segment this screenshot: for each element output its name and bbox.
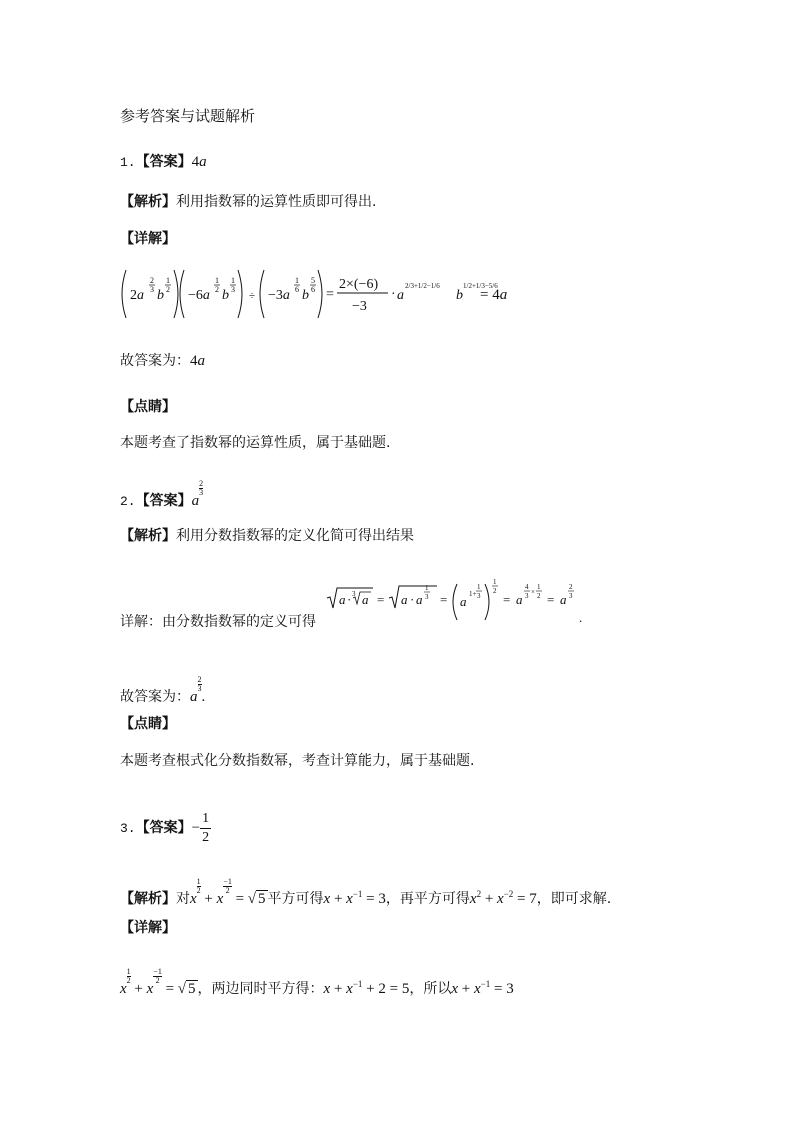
svg-text:1: 1 bbox=[231, 276, 235, 285]
q2-number: 2. bbox=[120, 494, 136, 509]
svg-text:=: = bbox=[377, 592, 385, 607]
svg-text:6: 6 bbox=[295, 285, 299, 294]
q3-analysis-end: ，即可求解. bbox=[536, 891, 612, 907]
svg-text:b: b bbox=[157, 288, 164, 303]
svg-text:3: 3 bbox=[231, 285, 235, 294]
svg-text:3: 3 bbox=[525, 592, 529, 600]
q3-analysis-tag: 【解析】 bbox=[120, 891, 176, 907]
svg-text:÷: ÷ bbox=[249, 290, 256, 302]
q3-answer-tag: 【答案】 bbox=[135, 819, 192, 836]
q2-answer-line bbox=[120, 480, 203, 511]
svg-text:6: 6 bbox=[311, 285, 315, 294]
svg-text:b: b bbox=[456, 288, 463, 303]
svg-text:−3a: −3a bbox=[268, 288, 290, 303]
svg-text:1: 1 bbox=[477, 583, 481, 591]
svg-text:1: 1 bbox=[215, 276, 219, 285]
svg-text:3: 3 bbox=[477, 592, 481, 600]
svg-text:2: 2 bbox=[537, 592, 541, 600]
svg-text:=: = bbox=[440, 592, 448, 607]
q3-detail-eq1: x $\frac{1}{2}$ + x $\frac{-1}{2}$ = √ 5 bbox=[120, 967, 196, 997]
q1-answer-tag: 【答案】 bbox=[135, 154, 192, 170]
svg-text:2: 2 bbox=[493, 587, 497, 595]
q2-final-prefix: 故答案为： bbox=[120, 689, 190, 705]
svg-text:=: = bbox=[326, 287, 334, 302]
q3-answer-line bbox=[120, 810, 211, 847]
q2-comment-tag: 【点睛】 bbox=[120, 716, 176, 732]
q1-analysis-tag: 【解析】 bbox=[120, 194, 176, 210]
svg-text:.: . bbox=[579, 610, 583, 625]
svg-text:2×(−6): 2×(−6) bbox=[339, 277, 379, 292]
q1-number: 1. bbox=[120, 155, 136, 170]
svg-text:−3: −3 bbox=[352, 299, 367, 314]
svg-text:a: a bbox=[339, 592, 346, 607]
q2-final-line bbox=[120, 676, 205, 706]
svg-text:2: 2 bbox=[569, 583, 573, 591]
svg-text:1: 1 bbox=[537, 583, 541, 591]
q3-analysis-mid2: ，再平方可得 bbox=[385, 891, 470, 907]
q1-formula bbox=[118, 266, 518, 322]
q3-analysis-eq3: $x^2 + x^{-2} = 7$ bbox=[469, 889, 537, 907]
svg-text:=: = bbox=[547, 592, 555, 607]
svg-text:1: 1 bbox=[166, 276, 170, 285]
q3-detail-mid2: ，所以 bbox=[409, 981, 452, 997]
svg-text:1: 1 bbox=[425, 584, 429, 592]
svg-text:a: a bbox=[560, 592, 567, 607]
q3-detail-tag: 【详解】 bbox=[120, 920, 176, 936]
q2-detail-text: 详解：由分数指数幂的定义可得 bbox=[120, 614, 316, 630]
svg-text:·: · bbox=[391, 287, 396, 302]
svg-text:1: 1 bbox=[493, 578, 497, 586]
q1-detail-tag: 【详解】 bbox=[120, 231, 176, 247]
q1-analysis-line bbox=[120, 193, 376, 211]
q2-analysis-tag: 【解析】 bbox=[120, 528, 176, 544]
q1-final-line bbox=[120, 352, 205, 370]
q2-analysis-line bbox=[120, 527, 414, 545]
svg-text:·: · bbox=[410, 592, 415, 607]
q1-formula-result: = 4a bbox=[480, 287, 508, 303]
svg-text:3: 3 bbox=[150, 285, 154, 294]
page-title: 参考答案与试题解析 bbox=[120, 107, 256, 125]
q3-analysis-line bbox=[120, 878, 611, 908]
svg-text:b: b bbox=[222, 288, 229, 303]
q3-answer-value: − $\frac{1}{2}$ bbox=[191, 811, 210, 845]
q1-answer-value: 4a bbox=[191, 154, 207, 170]
svg-text:2/3+1/2−1/6: 2/3+1/2−1/6 bbox=[405, 282, 440, 290]
svg-text:2a: 2a bbox=[130, 288, 144, 303]
q2-answer-tag: 【答案】 bbox=[135, 493, 192, 509]
q3-detail-eq3: $x + x^{-1} = 3$ bbox=[451, 979, 514, 997]
svg-text:3: 3 bbox=[425, 593, 429, 601]
q1-comment-text: 本题考查了指数幂的运算性质，属于基础题. bbox=[120, 435, 391, 451]
q1-answer-line bbox=[120, 153, 207, 172]
q2-comment-text: 本题考查根式化分数指数幂，考查计算能力，属于基础题. bbox=[120, 753, 475, 769]
svg-text:3: 3 bbox=[569, 592, 573, 600]
svg-text:b: b bbox=[302, 288, 309, 303]
q1-final-value: 4a bbox=[190, 353, 205, 369]
q3-detail-eq2: $x + x^{-1} + 2 = 5$ bbox=[323, 979, 410, 997]
q3-number: 3. bbox=[120, 820, 136, 836]
q3-detail-line bbox=[120, 968, 514, 998]
svg-text:4: 4 bbox=[525, 583, 529, 591]
q3-analysis-pre: 对 bbox=[176, 891, 190, 907]
q2-formula bbox=[325, 574, 610, 630]
svg-text:a: a bbox=[362, 592, 369, 607]
q1-final-prefix: 故答案为： bbox=[120, 353, 190, 369]
svg-text:a: a bbox=[516, 592, 523, 607]
q1-comment-tag: 【点睛】 bbox=[120, 399, 176, 415]
svg-text:1+: 1+ bbox=[469, 590, 477, 598]
q3-analysis-eq1: x $\frac{1}{2}$ + x $\frac{-1}{2}$ = √ 5 bbox=[190, 877, 266, 907]
svg-text:−6a: −6a bbox=[188, 288, 210, 303]
svg-text:2: 2 bbox=[150, 276, 154, 285]
svg-text:2: 2 bbox=[215, 285, 219, 294]
q1-analysis-text: 利用指数幂的运算性质即可得出. bbox=[176, 194, 377, 210]
svg-text:·: · bbox=[347, 592, 352, 607]
svg-text:a: a bbox=[401, 592, 408, 607]
q2-answer-value: a $\frac{2}{3}$ bbox=[191, 479, 204, 509]
svg-text:×: × bbox=[531, 588, 535, 596]
q3-detail-mid: ，两边同时平方得： bbox=[197, 981, 324, 997]
svg-text:a: a bbox=[397, 288, 404, 303]
svg-text:=: = bbox=[503, 592, 511, 607]
q2-final-value: a $\frac{2}{3}$ . bbox=[190, 675, 206, 705]
q3-analysis-eq2: $x + x^{-1} = 3$ bbox=[323, 889, 386, 907]
svg-text:a: a bbox=[460, 594, 467, 609]
svg-text:1/2+1/3−5/6: 1/2+1/3−5/6 bbox=[463, 282, 498, 290]
svg-text:a: a bbox=[416, 592, 423, 607]
q2-analysis-text: 利用分数指数幂的定义化简可得出结果 bbox=[176, 528, 414, 544]
svg-text:5: 5 bbox=[311, 276, 315, 285]
svg-text:3: 3 bbox=[352, 590, 356, 598]
svg-text:1: 1 bbox=[295, 276, 299, 285]
q3-analysis-mid1: 平方可得 bbox=[267, 891, 324, 907]
svg-text:2: 2 bbox=[166, 285, 170, 294]
